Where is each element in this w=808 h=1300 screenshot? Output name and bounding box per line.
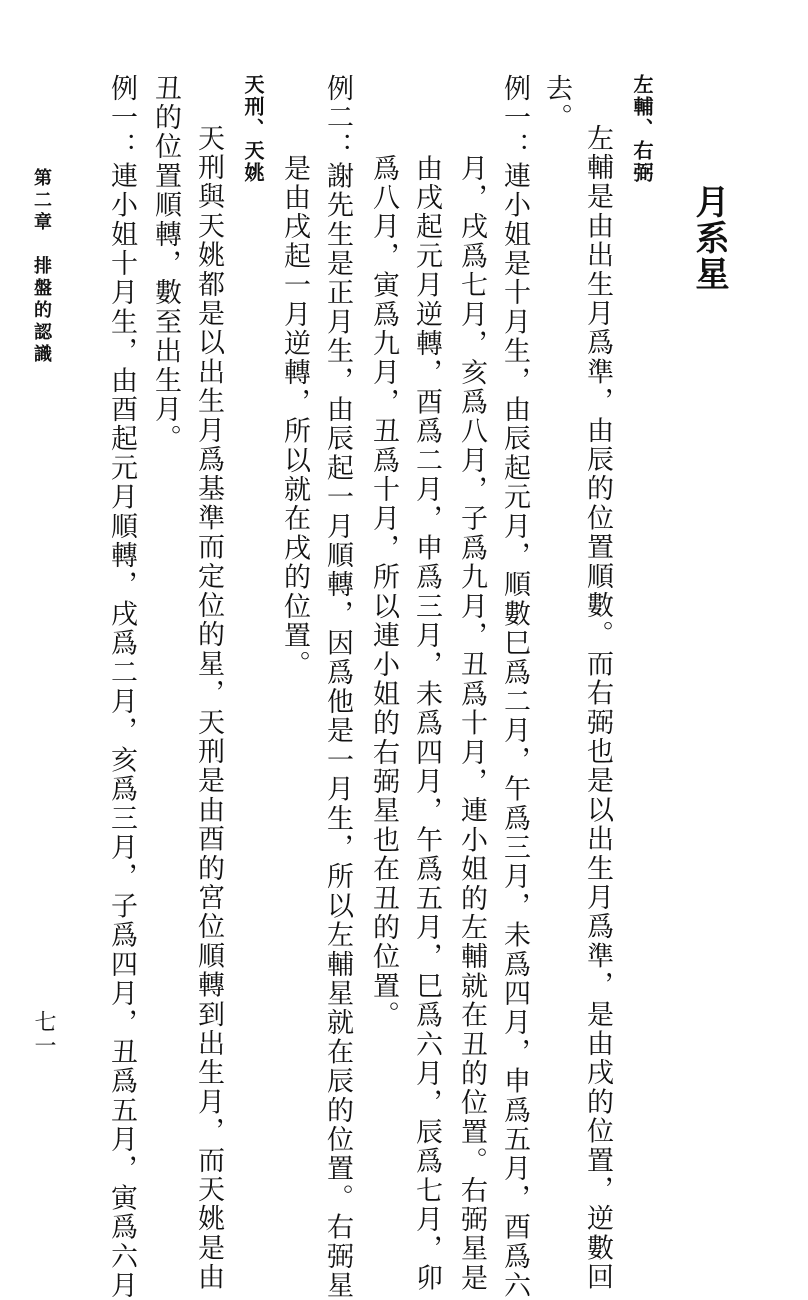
page-number: 七一	[31, 1010, 56, 1058]
paragraph-line: 例二：謝先生是正月生，由辰起一月順轉，因爲他是一月生，所以左輔星就在辰的位置。右弼星	[322, 74, 353, 1300]
paragraph-line: 例一：連小姐十月生，由酉起元月順轉，戌爲二月，亥爲三月，子爲四月，丑爲五月，寅爲六月	[106, 74, 137, 1300]
paragraph-line: 左輔是由出生月爲準，由辰的位置順數。而右弼也是以出生月爲準，是由戌的位置，逆數回	[582, 124, 613, 1292]
paragraph-line: 例一：連小姐是十月生，由辰起元月，順數巳爲二月，午爲三月，未爲四月，申爲五月，酉爲六	[499, 74, 530, 1300]
paragraph-line: 由戌起元月逆轉，酉爲二月，申爲三月，未爲四月，午爲五月，巳爲六月，辰爲七月，卯	[411, 154, 442, 1293]
section-heading-zuofu-youbi: 左輔、右弼	[630, 74, 654, 184]
page-title: 月系星	[689, 184, 729, 292]
paragraph-line: 丑的位置順轉，數至出生月。	[150, 74, 181, 454]
paragraph-line: 爲八月，寅爲九月，丑爲十月，所以連小姐的右弼星也在丑的位置。	[368, 154, 399, 1030]
paragraph-line: 是由戌起一月逆轉，所以就在戌的位置。	[279, 154, 310, 680]
paragraph-line: 天刑與天姚都是以出生月爲基準而定位的星，天刑是由酉的宮位順轉到出生月，而天姚是由	[193, 124, 224, 1292]
paragraph-line: 去。	[541, 74, 572, 133]
paragraph-line: 月，戌爲七月，亥爲八月，子爲九月，丑爲十月，連小姐的左輔就在丑的位置。右弼星是	[456, 154, 487, 1293]
chapter-label: 第二章 排盤的認識	[31, 168, 52, 366]
section-heading-tianxing-tianyao: 天刑、天姚	[241, 74, 265, 184]
